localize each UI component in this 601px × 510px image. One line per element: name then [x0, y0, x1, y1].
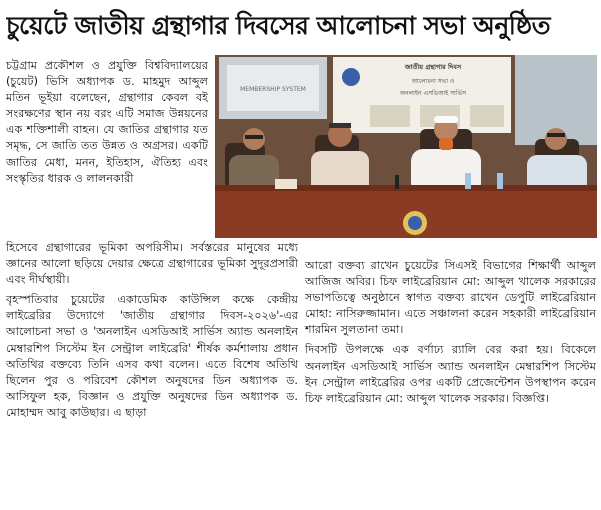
- article-right-column: [305, 258, 596, 411]
- photo-microphone: [395, 175, 399, 189]
- event-photo-illustration: [215, 55, 597, 238]
- article-left-column: [6, 240, 298, 425]
- photo-banner-line-1: আলোচনা সভা ও: [411, 78, 455, 85]
- article-lead-column: [6, 58, 208, 191]
- event-photo: [215, 55, 597, 238]
- headline: চুয়েটে জাতীয় গ্রন্থাগার দিবসের আলোচনা সভা অনুষ্ঠিত: [6, 11, 550, 40]
- article-lead-paragraph: চট্টগ্রাম প্রকৌশল ও প্রযুক্তি বিশ্ববিদ্যালয়ের (চুয়েট) ভিসি অধ্যাপক ড. মাহমুদ আব্দুল মতিন ভূইয়া বলেছেন, গ্রন্থাগার কেবল বই সংরক্ষণের স্থান নয় বরং এটি সমাজ উন্নয়নের এক শক্তিশালী বাহন। যে জাতির গ্রন্থাগার যত সমৃদ্ধ, সে জাতি তত উন্নত ও অগ্রসর। একটি জাতির মেধা, মনন, ইতিহাস, ঐতিহ্য এবং সংস্কৃতির ধারক ও লালনকারী: [6, 59, 208, 185]
- photo-banner-logo: [342, 68, 360, 86]
- photo-banner-line-2: অনলাইন এসডিআই সার্ভিস: [399, 90, 467, 97]
- article-paragraph-2: বৃহস্পতিবার চুয়েটের একাডেমিক কাউন্সিল কক্ষে কেন্দ্রীয় লাইব্রেরির উদ্যোগে 'জাতীয় গ্রন্থাগার দিবস-২০২৬'-এর আলোচনা সভা ও 'অনলাইন এসডিআই সার্ভিস অ্যান্ড অনলাইন মেম্বারশিপ সিস্টেম ইন সেন্ট্রাল লাইব্রেরি' শীর্ষক কর্মশালায় প্রধান অতিথির বক্তব্যে তিনি এসব কথা বলেন। এতে বিশেষ অতিথি ছিলেন পুর ও পরিবেশ কৌশল অনুষদের ডিন অধ্যাপক ড. আসিফুল হক, বিজ্ঞান ও প্রযুক্তি অনুষদের ডিন অধ্যাপক ড. মোহাম্মদ আবু কাউছার। এ ছাড়া: [6, 293, 298, 419]
- photo-water-bottle: [465, 173, 471, 189]
- article-paragraph-3: আরো বক্তব্য রাখেন চুয়েটের সিএসই বিভাগের শিক্ষার্থী আব্দুল আজিজ অবির। চিফ লাইব্রেরিয়ান মো: আব্দুল খালেক সরকারের সভাপতিত্বে অনুষ্ঠানে স্বাগত বক্তব্য রাখেন ডেপুটি লাইব্রেরিয়ান মোহা: নাসিরুজ্জামান। এতে সঞ্চালনা করেন সহকারী লাইব্রেরিয়ান শারমিন সুলতানা তমা।: [305, 259, 596, 337]
- photo-screen-text: MEMBERSHIP SYSTEM: [240, 86, 306, 93]
- photo-name-card: [275, 179, 297, 189]
- article-paragraph-4: দিবসটি উপলক্ষে এক বর্ণাঢ্য র‍্যালি বের করা হয়। বিকেলে অনলাইন এসডিআই সার্ভিস অ্যান্ড অনলাইন মেম্বারশিপ সিস্টেম ইন সেন্ট্রাল লাইব্রেরির ওপর একটি প্রেজেন্টেশন উপস্থাপন করেন চিফ লাইব্রেরিয়ান মো: আব্দুল খালেক সরকার। বিজ্ঞপ্তি।: [305, 343, 596, 405]
- article-lead-continued: হিসেবে গ্রন্থাগারের ভূমিকা অপরিসীম। সর্বস্তরের মানুষের মধ্যে জ্ঞানের আলো ছড়িয়ে দেয়ার ক্ষেত্রে গ্রন্থাগারের ভূমিকা সুদূরপ্রসারী এবং দীর্ঘস্থায়ী।: [6, 241, 298, 287]
- photo-banner-title: জাতীয় গ্রন্থাগার দিবস: [404, 63, 462, 71]
